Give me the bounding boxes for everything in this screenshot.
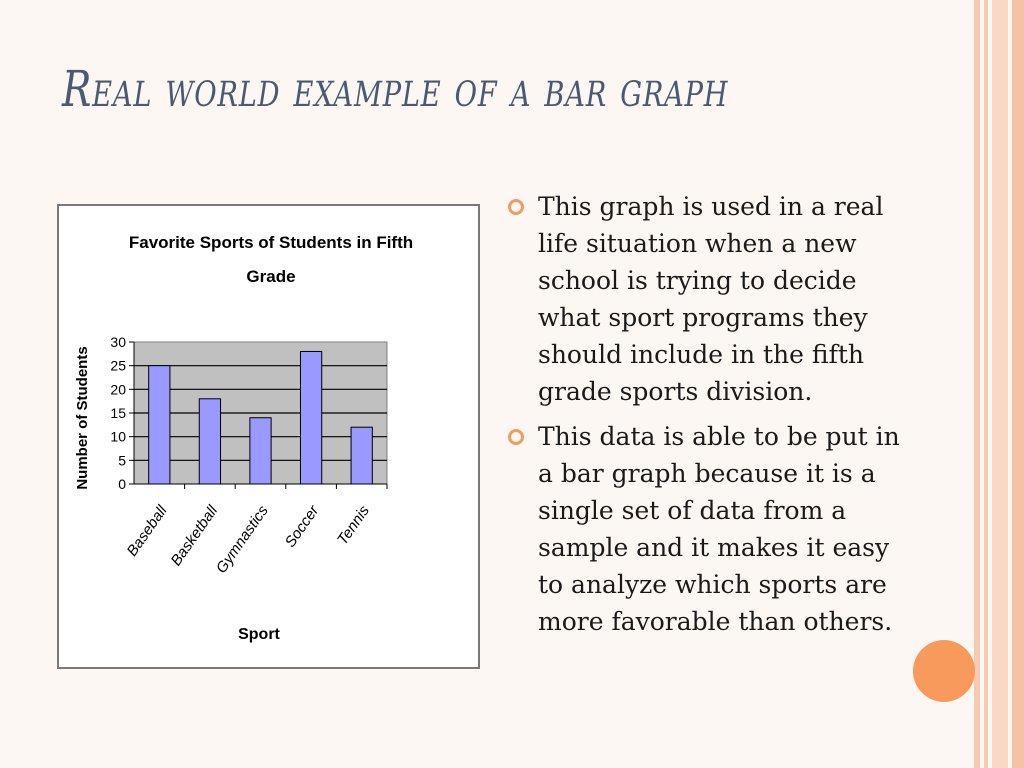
bullet-item <box>508 418 918 640</box>
x-tick-label: Baseball <box>123 502 171 560</box>
bar-basketball <box>199 399 220 484</box>
bar-chart <box>57 204 480 669</box>
x-tick-label: Tennis <box>334 502 373 549</box>
bar-soccer <box>300 351 321 484</box>
x-tick-label: Basketball <box>167 502 222 569</box>
plot-area <box>110 334 387 576</box>
x-tick-label: Gymnastics <box>212 502 272 577</box>
bullet-item <box>508 188 918 410</box>
bullet-circle-icon <box>508 199 524 215</box>
x-tick-label: Soccer <box>281 502 323 551</box>
chart-title-line2: Grade <box>246 267 296 286</box>
bullet-circle-icon <box>508 429 524 445</box>
bar-tennis <box>351 427 372 484</box>
decorative-orange-circle <box>913 640 975 702</box>
y-tick-label: 30 <box>110 334 126 350</box>
chart-canvas <box>59 206 480 669</box>
decorative-stripes <box>974 0 1024 768</box>
y-tick-label: 5 <box>118 452 126 469</box>
bar-gymnastics <box>250 418 271 484</box>
chart-title-line1: Favorite Sports of Students in Fifth <box>128 233 414 252</box>
y-axis-label: Number of Students <box>74 346 91 490</box>
slide-title: Real world example of a bar graph <box>62 60 729 118</box>
y-tick-label: 0 <box>118 476 126 492</box>
x-axis-label: Sport <box>238 626 280 643</box>
bullet-text: This data is able to be put in a bar graph because it is a single set of data from a sample and it makes it easy to analyze which sports are more favorable than others. <box>538 422 900 636</box>
bullet-text: This graph is used in a real life situation when a new school is trying to decide what sport programs they should include in the fifth grade sports division. <box>538 192 884 406</box>
y-tick-label: 20 <box>110 381 126 398</box>
y-tick-label: 10 <box>110 428 126 445</box>
bullet-list <box>508 188 918 648</box>
y-tick-label: 15 <box>110 405 126 421</box>
y-tick-label: 25 <box>110 357 126 374</box>
bar-baseball <box>149 366 170 484</box>
